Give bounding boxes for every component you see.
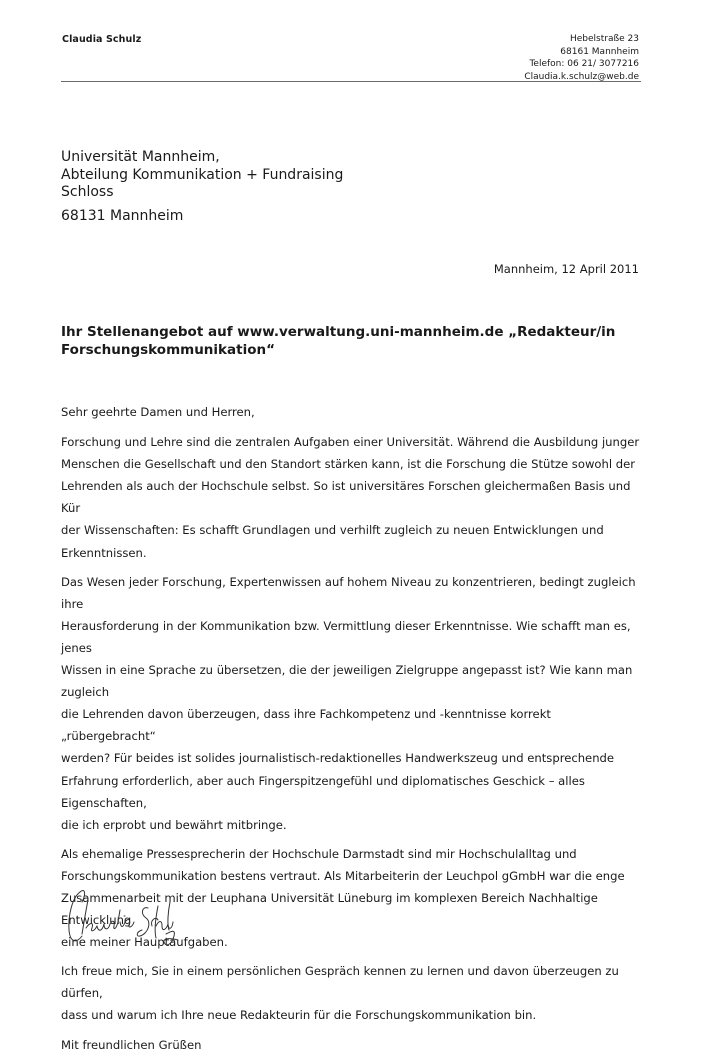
sender-street: Hebelstraße 23 (569, 34, 639, 44)
sender-email: Claudia.k.schulz@web.de (524, 71, 639, 82)
body-paragraph-1: Forschung und Lehre sind die zentralen Aufgaben einer Universität. Während die Ausbildung junger Menschen die Gesellschaft und den Standort stärken kann, ist die Forschung die Stütze sowohl der Lehrenden als auch der Hochschule selbst. So ist universitäres Forschen gleichermaßen Basis und Kür der Wissenschaften: Es schafft Grundlagen und verhilft zugleich zu neuen Entwicklungen und Erkenntnissen. (61, 435, 640, 560)
letter-body (61, 401, 643, 1063)
handwritten-signature (62, 886, 180, 952)
recipient-line-3: Schloss (61, 184, 114, 200)
recipient-city: 68131 Mannheim (61, 207, 184, 224)
sender-phone: Telefon: 06 21/ 3077216 (529, 59, 639, 69)
sender-city: 68161 Mannheim (560, 46, 639, 57)
letter-subject: Ihr Stellenangebot auf www.verwaltung.uni-mannheim.de „Redakteur/in Forschungskommunikation“ (61, 324, 616, 358)
recipient-address (61, 149, 343, 225)
body-paragraph-2: Das Wesen jeder Forschung, Expertenwissen auf hohem Niveau zu konzentrieren, bedingt zugleich ihre Herausforderung in der Kommunikation bzw. Vermittlung dieser Erkenntnisse. Wie schafft man es, jenes Wissen in eine Sprache zu übersetzen, die der jeweiligen Zielgruppe angepasst ist? Wie kann man zugleich die Lehrenden davon überzeugen, dass ihre Fachkompetenz und -kenntnisse korrekt „rübergebracht“ werden? Für beides ist solides journalistisch-redaktionelles Handwerkszeug und entsprechende Erfahrung erforderlich, aber auch Fingerspitzengefühl und diplomatisches Geschick – alles Eigenschaften, die ich erprobt und bewährt mitbringe. (61, 574, 636, 832)
salutation: Sehr geehrte Damen und Herren, (61, 405, 255, 419)
body-paragraph-4: Ich freue mich, Sie in einem persönlichen Gespräch kennen zu lernen und davon überzeugen zu dürfen, dass und warum ich Ihre neue Redakteurin für die Forschungskommunikation bin. (61, 964, 619, 1023)
header-divider (61, 81, 641, 82)
letter-date: Mannheim, 12 April 2011 (493, 262, 639, 276)
sender-contact-block (524, 33, 639, 83)
body-paragraph-3: Als ehemalige Pressesprecherin der Hochschule Darmstadt sind mir Hochschulalltag und Forschungskommunikation bestens vertraut. Als Mitarbeiterin der Leuchpol gGmbH war die enge Zusammenarbeit mit der Leuphana Universität Lüneburg im komplexen Bereich Nachhaltige Entwicklung eine meiner Hauptaufgaben. (61, 846, 625, 950)
recipient-line-1: Universität Mannheim, (61, 149, 220, 165)
recipient-line-2: Abteilung Kommunikation + Fundraising (61, 166, 344, 183)
closing-phrase: Mit freundlichen Grüßen (61, 1037, 202, 1052)
sender-name: Claudia Schulz (62, 34, 142, 45)
